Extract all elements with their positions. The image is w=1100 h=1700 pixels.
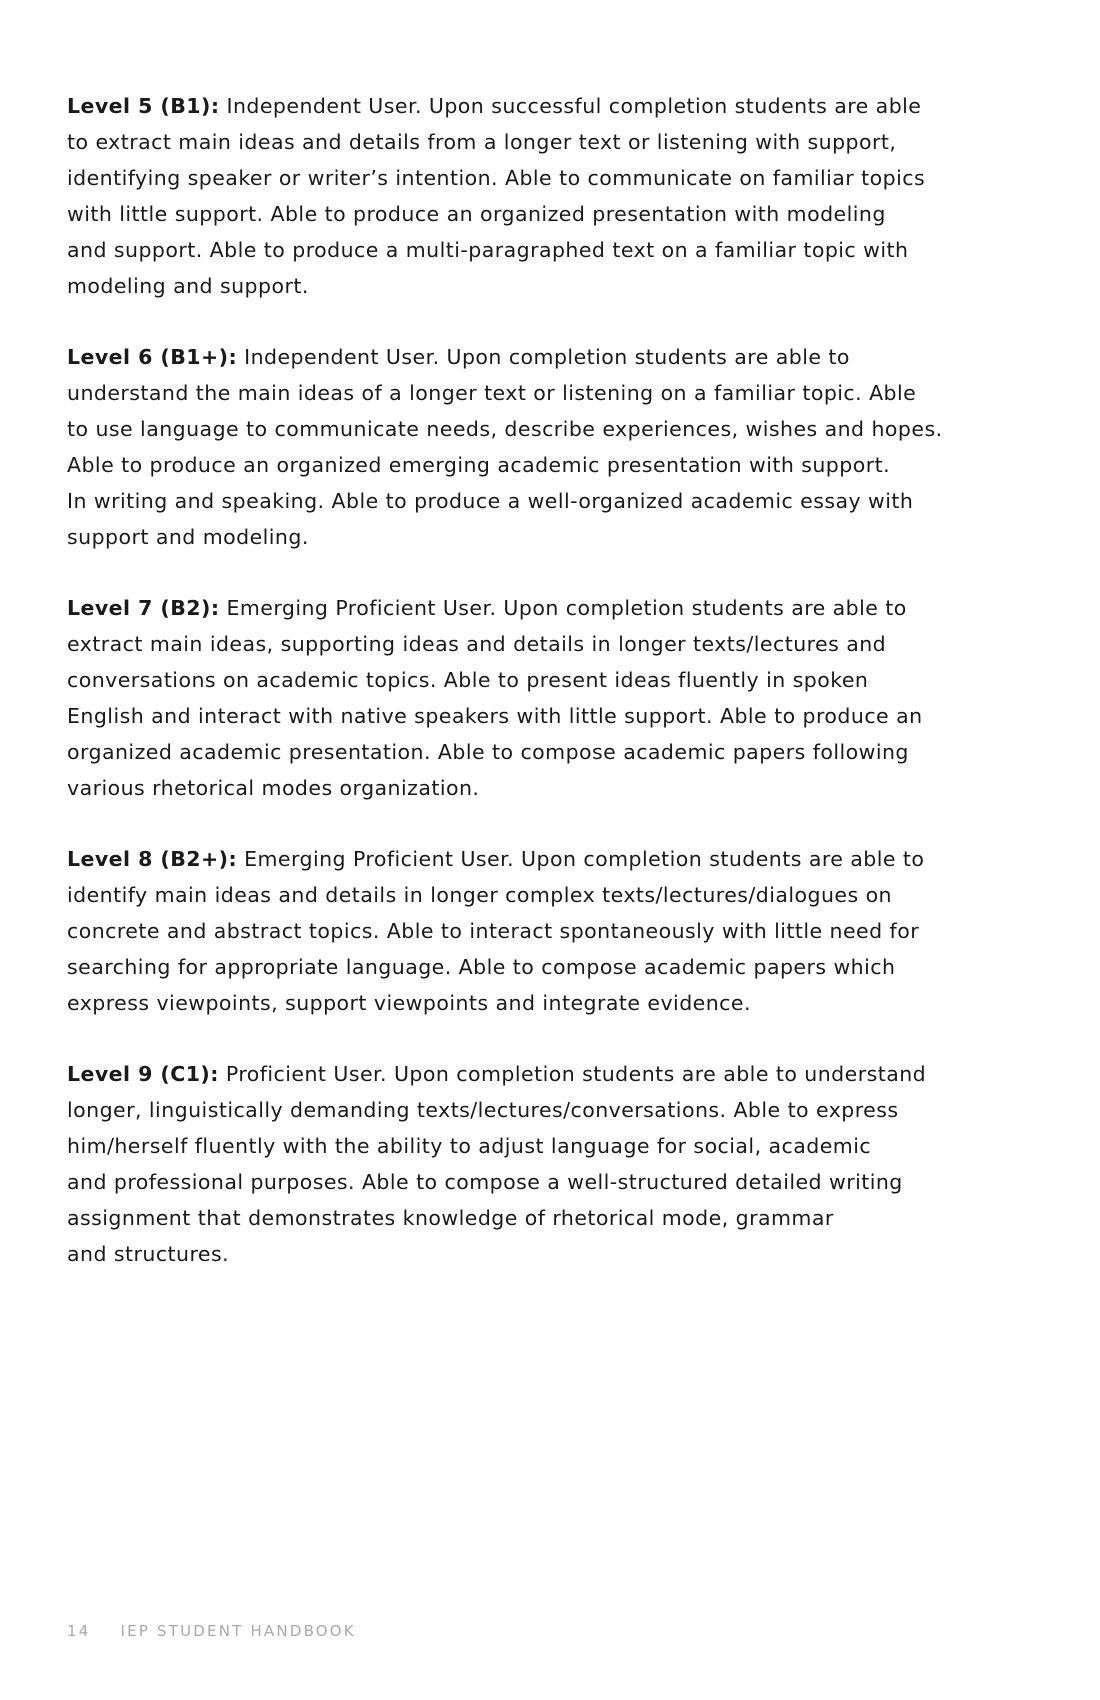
paragraph-line: and professional purposes. Able to compose a well-structured detailed writing: [67, 1170, 903, 1194]
level-label: Level 8 (B2+):: [67, 847, 238, 871]
footer-title: IEP STUDENT HANDBOOK: [120, 1622, 356, 1640]
paragraph-line: and support. Able to produce a multi-paragraphed text on a familiar topic with: [67, 238, 909, 262]
paragraph-line: extract main ideas, supporting ideas and details in longer texts/lectures and: [67, 632, 887, 656]
level-label: Level 7 (B2):: [67, 596, 220, 620]
level-label: Level 9 (C1):: [67, 1062, 219, 1086]
paragraph-line: him/herself fluently with the ability to adjust language for social, academic: [67, 1134, 872, 1158]
paragraph-line: [67, 339, 1027, 375]
paragraph-line: searching for appropriate language. Able to compose academic papers which: [67, 955, 896, 979]
document-body: [67, 88, 1027, 1307]
paragraph-line: [67, 841, 1027, 877]
level-label: Level 6 (B1+):: [67, 345, 238, 369]
paragraph-line: support and modeling.: [67, 525, 309, 549]
paragraph-line: Able to produce an organized emerging academic presentation with support.: [67, 453, 891, 477]
paragraph-line: In writing and speaking. Able to produce a well-organized academic essay with: [67, 489, 914, 513]
paragraph-line: longer, linguistically demanding texts/lectures/conversations. Able to express: [67, 1098, 899, 1122]
paragraph-line: [67, 590, 1027, 626]
level-7-description: [67, 590, 1027, 806]
level-9-description: [67, 1056, 1027, 1272]
page-number: 14: [67, 1622, 91, 1640]
paragraph-line: [67, 1056, 1027, 1092]
level-8-description: [67, 841, 1027, 1021]
paragraph-line: modeling and support.: [67, 274, 309, 298]
paragraph-line: [67, 88, 1027, 124]
paragraph-line: identifying speaker or writer’s intention. Able to communicate on familiar topics: [67, 166, 926, 190]
paragraph-line: concrete and abstract topics. Able to interact spontaneously with little need for: [67, 919, 920, 943]
paragraph-line: various rhetorical modes organization.: [67, 776, 480, 800]
paragraph-line: assignment that demonstrates knowledge of rhetorical mode, grammar: [67, 1206, 834, 1230]
page-footer: [67, 1622, 356, 1640]
paragraph-line: English and interact with native speakers with little support. Able to produce an: [67, 704, 923, 728]
level-text: Proficient User. Upon completion students are able to understand: [218, 1062, 927, 1086]
level-text: Emerging Proficient User. Upon completion students are able to: [219, 596, 907, 620]
paragraph-line: understand the main ideas of a longer text or listening on a familiar topic. Able: [67, 381, 917, 405]
level-text: Emerging Proficient User. Upon completion students are able to: [237, 847, 925, 871]
paragraph-line: identify main ideas and details in longer complex texts/lectures/dialogues on: [67, 883, 893, 907]
paragraph-line: to use language to communicate needs, describe experiences, wishes and hopes.: [67, 417, 943, 441]
paragraph-line: organized academic presentation. Able to compose academic papers following: [67, 740, 909, 764]
paragraph-line: to extract main ideas and details from a longer text or listening with support,: [67, 130, 897, 154]
level-5-description: [67, 88, 1027, 304]
level-text: Independent User. Upon completion students are able to: [237, 345, 850, 369]
level-6-description: [67, 339, 1027, 555]
paragraph-line: conversations on academic topics. Able to present ideas fluently in spoken: [67, 668, 869, 692]
level-text: Independent User. Upon successful completion students are able: [219, 94, 922, 118]
paragraph-line: and structures.: [67, 1242, 230, 1266]
paragraph-line: express viewpoints, support viewpoints and integrate evidence.: [67, 991, 751, 1015]
paragraph-line: with little support. Able to produce an organized presentation with modeling: [67, 202, 886, 226]
level-label: Level 5 (B1):: [67, 94, 220, 118]
